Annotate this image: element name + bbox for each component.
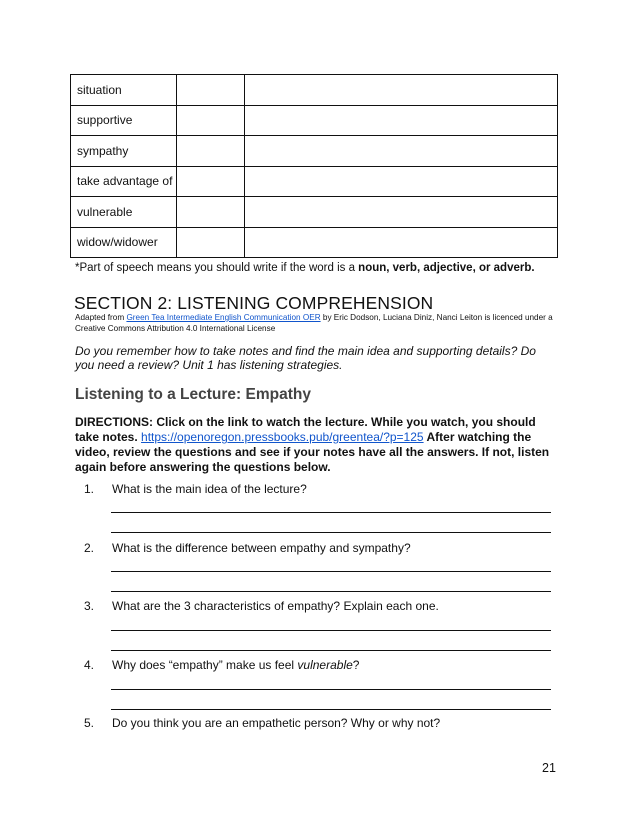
- part-of-speech-cell: [177, 136, 245, 167]
- section-title: SECTION 2: LISTENING COMPREHENSION: [74, 293, 434, 313]
- definition-cell: [245, 75, 558, 106]
- table-row: [71, 136, 558, 167]
- page-number: 21: [542, 761, 556, 775]
- note-text: *Part of speech means you should write if the word is a: [75, 262, 359, 274]
- table-row: [71, 197, 558, 228]
- question-2: [84, 541, 411, 555]
- part-of-speech-note: [75, 262, 535, 274]
- vocab-word: supportive: [71, 105, 177, 136]
- question-italic-word: vulnerable: [297, 658, 353, 672]
- vocab-word: widow/widower: [71, 227, 177, 258]
- question-number: 1.: [84, 482, 95, 496]
- attribution-link[interactable]: Green Tea Intermediate English Communication OER: [126, 313, 321, 322]
- question-number: 5.: [84, 716, 95, 730]
- attribution: [75, 313, 565, 334]
- attribution-suffix: by Eric Dodson, Luciana Diniz, Nanci Leiton is licenced under a Creative Commons Attribution 4.0 International License: [75, 313, 553, 333]
- attribution-prefix: Adapted from: [75, 313, 127, 322]
- question-text: What are the 3 characteristics of empathy? Explain each one.: [112, 599, 439, 613]
- vocab-word: vulnerable: [71, 197, 177, 228]
- question-text: Why does “empathy” make us feel: [112, 658, 298, 672]
- question-number: 3.: [84, 599, 95, 613]
- question-1: [84, 482, 307, 496]
- question-number: 2.: [84, 541, 95, 555]
- directions-text-2: After watching the video, review the questions and see if your notes have all the answers. If not, listen again before answering the questions below.: [75, 430, 550, 474]
- table-row: [71, 166, 558, 197]
- question-number: 4.: [84, 658, 95, 672]
- definition-cell: [245, 227, 558, 258]
- note-bold-text: noun, verb, adjective, or adverb.: [358, 262, 535, 274]
- table-row: [71, 105, 558, 136]
- part-of-speech-cell: [177, 105, 245, 136]
- definition-cell: [245, 166, 558, 197]
- part-of-speech-cell: [177, 227, 245, 258]
- vocabulary-table: [70, 74, 558, 258]
- answer-line[interactable]: [111, 532, 551, 533]
- vocab-word: sympathy: [71, 136, 177, 167]
- directions: [75, 415, 560, 475]
- lecture-title: Listening to a Lecture: Empathy: [75, 386, 311, 403]
- answer-line[interactable]: [111, 591, 551, 592]
- answer-line[interactable]: [111, 630, 551, 631]
- part-of-speech-cell: [177, 197, 245, 228]
- answer-line[interactable]: [111, 709, 551, 710]
- answer-line[interactable]: [111, 571, 551, 572]
- definition-cell: [245, 105, 558, 136]
- question-4: [84, 658, 359, 672]
- vocab-word: take advantage of: [71, 166, 177, 197]
- definition-cell: [245, 136, 558, 167]
- question-text: What is the main idea of the lecture?: [112, 482, 307, 496]
- lecture-link[interactable]: https://openoregon.pressbooks.pub/greentea/?p=125: [141, 430, 424, 444]
- directions-text-1: DIRECTIONS: Click on the link to watch the lecture. While you watch, you should take notes.: [75, 415, 536, 444]
- question-5: [84, 716, 440, 730]
- vocab-word: situation: [71, 75, 177, 106]
- part-of-speech-cell: [177, 166, 245, 197]
- question-text-end: ?: [352, 658, 360, 672]
- question-3: [84, 599, 439, 613]
- table-row: [71, 227, 558, 258]
- question-text: Do you think you are an empathetic person? Why or why not?: [112, 716, 441, 730]
- answer-line[interactable]: [111, 512, 551, 513]
- part-of-speech-cell: [177, 75, 245, 106]
- definition-cell: [245, 197, 558, 228]
- question-text: What is the difference between empathy and sympathy?: [112, 541, 411, 555]
- answer-line[interactable]: [111, 689, 551, 690]
- answer-line[interactable]: [111, 650, 551, 651]
- table-row: [71, 75, 558, 106]
- review-prompt: Do you remember how to take notes and find the main idea and supporting details? Do you need a review? Unit 1 has listening strategies.: [75, 344, 536, 372]
